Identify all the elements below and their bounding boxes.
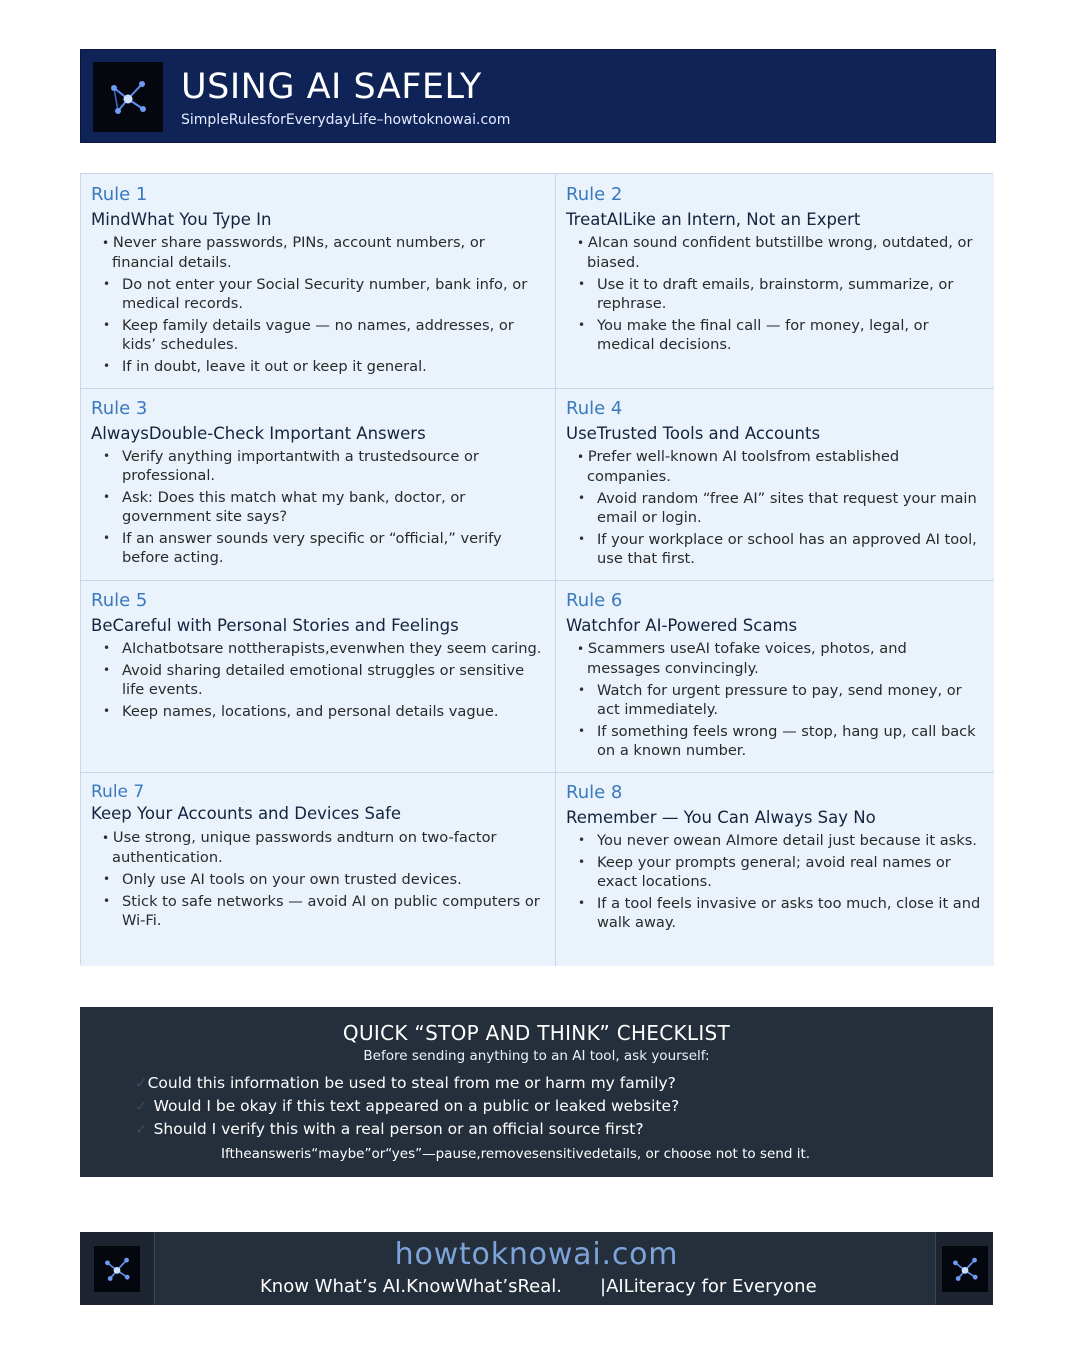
bullet-dot: • <box>578 277 586 291</box>
checklist-footer: Iftheansweris“maybe”or“yes”—pause,removesensitivedetails, or choose not to send it. <box>221 1146 811 1162</box>
rule-title: Remember — You Can Always Say No <box>566 808 876 827</box>
list-item: • Scammers useAI tofake voices, photos, and messages convincingly. <box>577 640 907 677</box>
rule-title: MindWhat You Type In <box>91 210 272 229</box>
bullet-dot: • <box>577 642 588 656</box>
bullet-dot: • <box>103 894 111 908</box>
list-item: • Watch for urgent pressure to pay, send money, or act immediately. <box>578 682 962 718</box>
checklist-title: QUICK “STOP AND THINK” CHECKLIST <box>342 1021 731 1045</box>
bullet-dot: • <box>577 236 588 250</box>
footer-tagline-right: |AILiteracy for Everyone <box>600 1276 817 1297</box>
rule-card <box>81 389 556 581</box>
rule-card <box>556 773 994 966</box>
rule-card <box>81 773 556 966</box>
page-subtitle: SimpleRulesforEverydayLife–howtoknowai.com <box>181 112 511 128</box>
rule-label: Rule 8 <box>566 782 623 803</box>
list-item: • Use strong, unique passwords andturn on two-factor authentication. <box>102 829 497 866</box>
bullet-dot: • <box>102 831 113 845</box>
bullet-dot: • <box>578 683 586 697</box>
bullet-dot: • <box>578 491 586 505</box>
list-item: • If something feels wrong — stop, hang up, call back on a known number. <box>578 723 976 759</box>
list-item: • If an answer sounds very specific or “official,” verify before acting. <box>103 530 502 566</box>
bullet-dot: • <box>578 532 586 546</box>
check-icon: ✓ <box>135 1120 148 1138</box>
checklist-item: ✓ Should I verify this with a real person or an official source first? <box>135 1120 644 1138</box>
list-item: • Avoid sharing detailed emotional struggles or sensitive life events. <box>103 662 525 698</box>
bullet-dot: • <box>103 359 111 373</box>
bullet-dot: • <box>578 724 586 738</box>
list-item: • Only use AI tools on your own trusted devices. <box>103 871 462 888</box>
rule-bullets <box>556 447 984 571</box>
rule-label: Rule 2 <box>566 184 623 205</box>
rule-title: BeCareful with Personal Stories and Feelings <box>91 616 459 635</box>
rule-label: Rule 6 <box>566 590 623 611</box>
list-item: • Verify anything importantwith a trustedsource or professional. <box>103 448 479 484</box>
rule-label: Rule 5 <box>91 590 148 611</box>
rule-label: Rule 3 <box>91 398 148 419</box>
rule-card <box>556 174 994 389</box>
list-item: • If a tool feels invasive or asks too much, close it and walk away. <box>578 895 981 931</box>
bullet-dot: • <box>103 641 111 655</box>
list-item: • You make the final call — for money, legal, or medical decisions. <box>578 317 929 353</box>
rule-title: AlwaysDouble-Check Important Answers <box>91 424 426 443</box>
bullet-dot: • <box>103 531 111 545</box>
network-node-icon <box>950 1254 980 1284</box>
rule-bullets <box>81 447 545 570</box>
rule-label: Rule 4 <box>566 398 623 419</box>
bullet-dot: • <box>103 449 111 463</box>
list-item: • Do not enter your Social Security number, bank info, or medical records. <box>103 276 528 312</box>
list-item: • Keep your prompts general; avoid real names or exact locations. <box>578 854 951 890</box>
checklist-subtitle: Before sending anything to an AI tool, ask yourself: <box>363 1048 710 1064</box>
page-title: USING AI SAFELY <box>181 67 482 107</box>
checklist-item: ✓Could this information be used to steal from me or harm my family? <box>135 1074 676 1092</box>
footer-logo-right <box>935 1232 993 1305</box>
footer-site-link[interactable]: howtoknowai.com <box>394 1237 679 1272</box>
rule-title: UseTrusted Tools and Accounts <box>566 424 821 443</box>
list-item: • Prefer well-known AI toolsfrom established companies. <box>577 448 900 485</box>
rule-bullets <box>81 639 545 724</box>
rule-card <box>556 581 994 773</box>
rule-card <box>81 174 556 389</box>
list-item: • AIcan sound confident butstillbe wrong, outdated, or biased. <box>577 234 973 271</box>
bullet-dot: • <box>577 450 588 464</box>
rule-bullets <box>81 828 545 933</box>
list-item: • Keep family details vague — no names, addresses, or kids’ schedules. <box>103 317 514 353</box>
check-icon: ✓ <box>135 1074 148 1092</box>
rule-bullets <box>81 233 545 379</box>
bullet-dot: • <box>578 318 586 332</box>
bullet-dot: • <box>578 896 586 910</box>
footer-tagline: Know What’s AI.KnowWhat’sReal. <box>260 1276 562 1297</box>
list-item: • AIchatbotsare nottherapists,evenwhen they seem caring. <box>103 640 542 657</box>
bullet-dot: • <box>103 490 111 504</box>
rule-label: Rule 1 <box>91 184 148 205</box>
list-item: • Avoid random “free AI” sites that request your main email or login. <box>578 490 977 526</box>
checklist-panel <box>80 1007 993 1177</box>
bullet-dot: • <box>103 277 111 291</box>
bullet-dot: • <box>102 236 113 250</box>
rule-title: Keep Your Accounts and Devices Safe <box>91 804 402 823</box>
logo <box>93 62 163 132</box>
list-item: • Use it to draft emails, brainstorm, summarize, or rephrase. <box>578 276 954 312</box>
rule-card <box>81 581 556 773</box>
rule-label: Rule 7 <box>91 782 145 802</box>
logo <box>942 1246 988 1292</box>
bullet-dot: • <box>578 855 586 869</box>
check-icon: ✓ <box>135 1097 148 1115</box>
rule-bullets <box>556 639 984 763</box>
list-item: • If your workplace or school has an approved AI tool, use that first. <box>578 531 977 567</box>
rule-bullets <box>556 831 984 935</box>
rule-title: Watchfor AI-Powered Scams <box>566 616 798 635</box>
bullet-dot: • <box>578 833 586 847</box>
list-item: • Keep names, locations, and personal details vague. <box>103 703 499 720</box>
rule-bullets <box>556 233 984 357</box>
rules-grid <box>80 173 993 965</box>
list-item: • Stick to safe networks — avoid AI on public computers or Wi-Fi. <box>103 893 540 929</box>
rule-title: TreatAILike an Intern, Not an Expert <box>566 210 861 229</box>
bullet-dot: • <box>103 704 111 718</box>
rule-card <box>556 389 994 581</box>
bullet-dot: • <box>103 318 111 332</box>
list-item: • You never owean AImore detail just because it asks. <box>578 832 977 849</box>
bullet-dot: • <box>103 872 111 886</box>
network-node-icon <box>106 75 150 119</box>
header-banner <box>80 49 996 143</box>
list-item: • Never share passwords, PINs, account numbers, or financial details. <box>102 234 485 271</box>
list-item: • If in doubt, leave it out or keep it general. <box>103 358 427 375</box>
list-item: • Ask: Does this match what my bank, doctor, or government site says? <box>103 489 466 525</box>
checklist-item: ✓ Would I be okay if this text appeared on a public or leaked website? <box>135 1097 680 1115</box>
bullet-dot: • <box>103 663 111 677</box>
footer-banner <box>80 1232 993 1305</box>
